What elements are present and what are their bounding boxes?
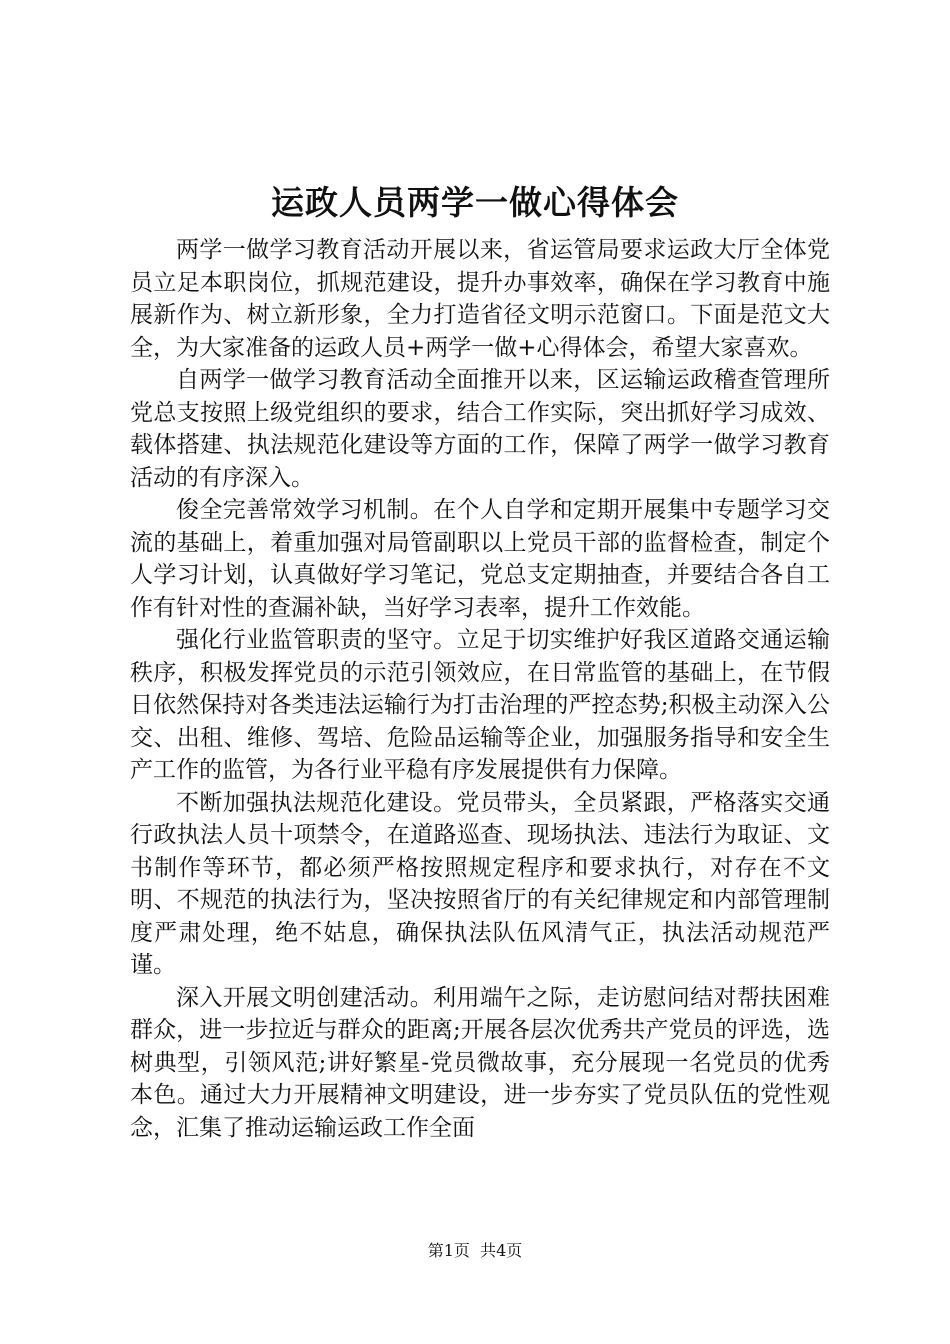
paragraph: 不断加强执法规范化建设。党员带头，全员紧跟，严格落实交通行政执法人员十项禁令，在道路巡查、现场执法、违法行为取证、文书制作等环节，都必须严格按照规定程序和要求执行，对存在不文明、不规范的执法行为，坚决按照省厅的有关纪律规定和内部管理制度严肃处理，绝不姑息，确保执法队伍风清气正，执法活动规范严谨。: [130, 789, 830, 978]
paragraph: 两学一做学习教育活动开展以来，省运管局要求运政大厅全体党员立足本职岗位，抓规范建设，提升办事效率，确保在学习教育中施展新作为、树立新形象，全力打造省径文明示范窗口。下面是范文大全，为大家准备的运政人员+两学一做+心得体会，希望大家喜欢。: [130, 237, 830, 361]
document-title: 运政人员两学一做心得体会: [271, 183, 679, 222]
paragraph: 强化行业监管职责的坚守。立足于切实维护好我区道路交通运输秩序，积极发挥党员的示范引领效应，在日常监管的基础上，在节假日依然保持对各类违法运输行为打击治理的严控态势;积极主动深入公交、出租、维修、驾培、危险品运输等企业，加强服务指导和安全生产工作的监管，为各行业平稳有序发展提供有力保障。: [130, 627, 830, 783]
paragraph: 深入开展文明创建活动。利用端午之际，走访慰问结对帮扶困难群众，进一步拉近与群众的距离;开展各层次优秀共产党员的评选，选树典型，引领风范;讲好繁星-党员微故事，充分展现一名党员的优秀本色。通过大力开展精神文明建设，进一步夯实了党员队伍的党性观念，汇集了推动运输运政工作全面: [130, 984, 830, 1141]
page-footer: [0, 1240, 950, 1262]
paragraph: 自两学一做学习教育活动全面推开以来，区运输运政稽查管理所党总支按照上级党组织的要求，结合工作实际，突出抓好学习成效、载体搭建、执法规范化建设等方面的工作，保障了两学一做学习教育活动的有序深入。: [130, 367, 830, 491]
page-number: 第1页: [427, 1241, 470, 1260]
page-total: 共4页: [480, 1241, 523, 1260]
paragraph: 俊全完善常效学习机制。在个人自学和定期开展集中专题学习交流的基础上，着重加强对局管副职以上党员干部的监督检查，制定个人学习计划，认真做好学习笔记，党总支定期抽查，并要结合各自工作有针对性的查漏补缺，当好学习表率，提升工作效能。: [130, 497, 830, 621]
document-body: [130, 234, 830, 1144]
